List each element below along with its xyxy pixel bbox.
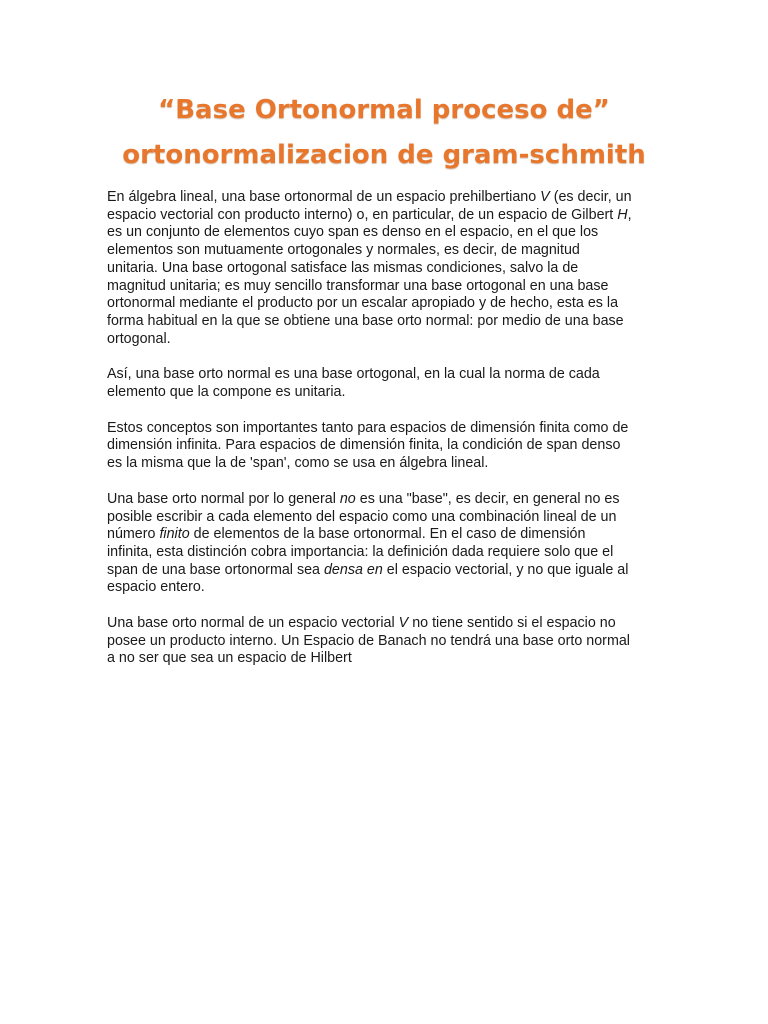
text-line	[107, 384, 667, 402]
text-segment: es una "base", es decir, en general no es	[355, 490, 620, 507]
text-segment: espacio vectorial con producto interno) o, en particular, de un espacio de Gilbert	[107, 206, 618, 223]
text-line	[107, 366, 667, 384]
italic-text: no	[339, 490, 356, 507]
text-line	[107, 295, 667, 313]
text-line	[107, 278, 667, 296]
text-line	[107, 189, 667, 207]
text-line	[107, 420, 667, 438]
text-segment: número	[107, 526, 160, 543]
italic-text: H	[617, 206, 628, 223]
title-line-1: “Base Ortonormal proceso de”	[158, 95, 610, 125]
text-line	[107, 313, 667, 331]
text-segment: En álgebra lineal, una base ortonormal de un espacio prehilbertiano	[107, 189, 541, 205]
document-title	[0, 88, 768, 178]
paragraph	[107, 615, 667, 668]
text-segment: elemento que la compone es unitaria.	[107, 384, 346, 401]
text-segment: forma habitual en la que se obtiene una base orto normal: por medio de una base	[107, 312, 624, 329]
text-segment: es un conjunto de elementos cuyo span es denso en el espacio, en el que los	[107, 224, 599, 241]
text-segment: no tiene sentido si el espacio no	[408, 615, 616, 632]
text-segment: es la misma que la de 'span', como se usa en álgebra lineal.	[107, 455, 489, 472]
text-line	[107, 650, 667, 668]
text-segment: de elementos de la base ortonormal. En el caso de dimensión	[189, 526, 586, 543]
text-line	[107, 615, 667, 633]
text-segment: espacio entero.	[107, 579, 205, 596]
paragraph	[107, 491, 667, 597]
text-line	[107, 491, 667, 509]
italic-text: finito	[159, 526, 190, 543]
paragraph	[107, 366, 667, 401]
italic-text: V	[398, 615, 409, 632]
text-segment: ortogonal.	[107, 330, 171, 347]
italic-text: V	[540, 189, 550, 205]
text-segment: posee un producto interno. Un Espacio de Banach no tendrá una base orto normal	[107, 632, 630, 649]
text-segment: posible escribir a cada elemento del espacio como una combinación lineal de un	[107, 508, 617, 525]
text-segment: infinita, esta distinción cobra importancia: la definición dada requiere solo que el	[107, 543, 614, 560]
text-line	[107, 224, 667, 242]
text-segment: a no ser que sea un espacio de Hilbert	[107, 650, 352, 667]
text-line	[107, 526, 667, 544]
text-line	[107, 260, 667, 278]
text-segment: unitaria. Una base ortogonal satisface las mismas condiciones, salvo la de	[107, 259, 579, 276]
text-segment: span de una base ortonormal sea	[107, 561, 324, 578]
text-segment: Así, una base orto normal es una base ortogonal, en la cual la norma de cada	[107, 366, 600, 383]
text-segment: Una base orto normal por lo general	[107, 490, 340, 507]
text-line	[107, 207, 667, 225]
text-segment: Estos conceptos son importantes tanto para espacios de dimensión finita como de	[107, 419, 629, 436]
italic-text: densa en	[323, 561, 383, 578]
text-line	[107, 455, 667, 473]
text-line	[107, 509, 667, 527]
text-segment: elementos son mutuamente ortogonales y normales, es decir, de magnitud	[107, 242, 580, 259]
text-line	[107, 633, 667, 651]
text-segment: el espacio vectorial, y no que iguale al	[382, 561, 629, 578]
text-line	[107, 562, 667, 580]
text-segment: ,	[627, 206, 632, 223]
text-segment: Una base orto normal de un espacio vectorial	[107, 615, 399, 632]
text-line	[107, 331, 667, 349]
document-body	[107, 189, 667, 686]
paragraph	[107, 420, 667, 473]
title-line-2: ortonormalizacion de gram-schmith	[122, 140, 646, 170]
text-line	[107, 544, 667, 562]
text-line	[107, 579, 667, 597]
text-segment: dimensión infinita. Para espacios de dimensión finita, la condición de span denso	[107, 437, 621, 454]
text-line	[107, 437, 667, 455]
paragraph	[107, 189, 667, 348]
text-segment: (es decir, un	[549, 189, 632, 205]
text-line	[107, 242, 667, 260]
text-segment: magnitud unitaria; es muy sencillo transformar una base ortogonal en una base	[107, 277, 609, 294]
text-segment: ortonormal mediante el producto por un escalar apropiado y de hecho, esta es la	[107, 295, 619, 312]
